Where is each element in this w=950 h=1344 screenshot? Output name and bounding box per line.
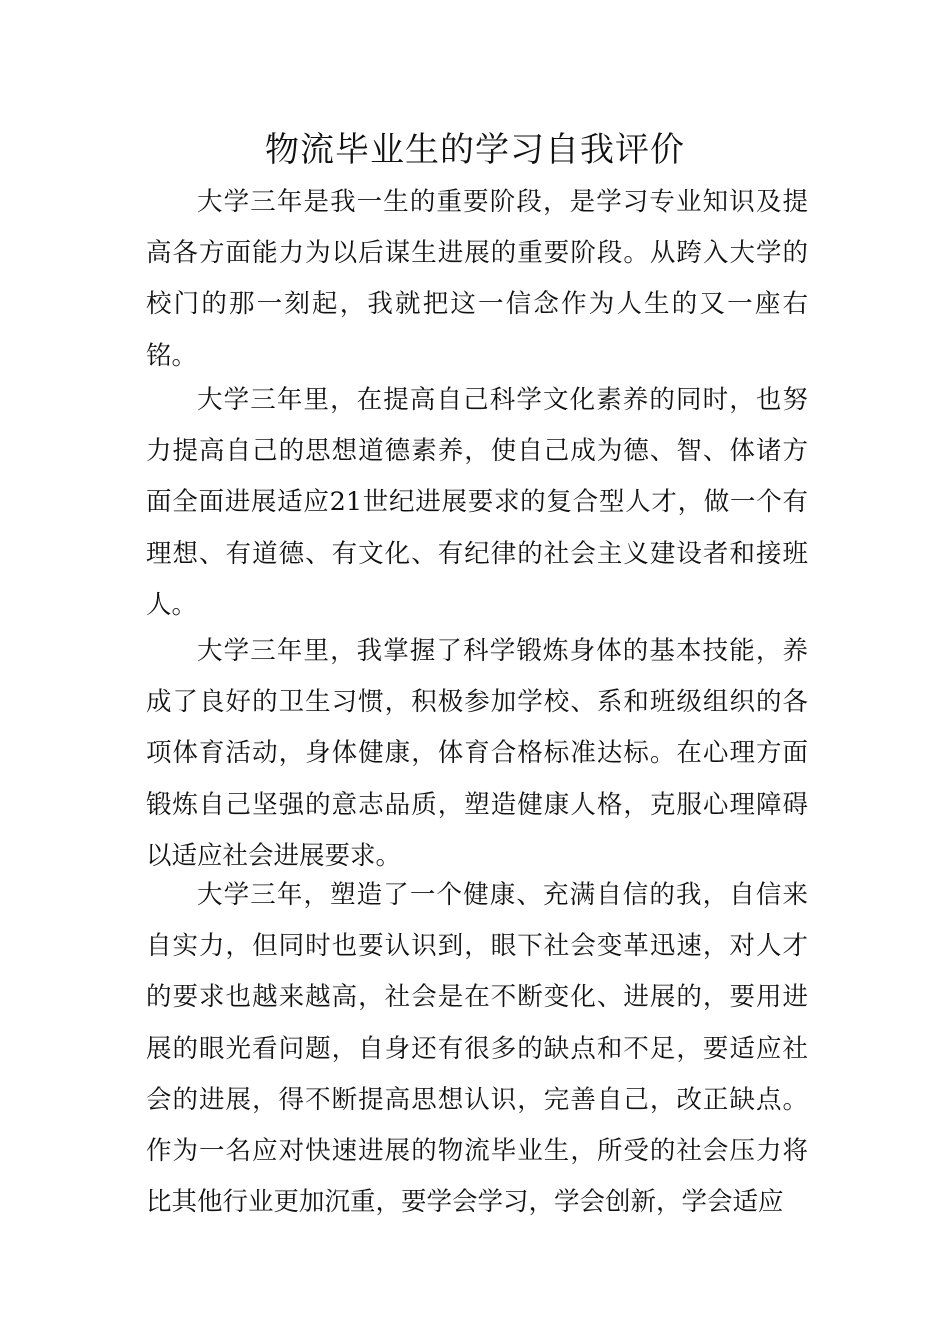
paragraph-4: 大学三年，塑造了一个健康、充满自信的我，自信来自实力，但同时也要认识到，眼下社会变革迅速，对人才的要求也越来越高，社会是在不断变化、进展的，要用进展的眼光看问题，自身还有很多的缺点和不足，要适应社会的进展，得不断提高思想认识，完善自己，改正缺点。作为一名应对快速进展的物流毕业生，所受的社会压力将比其他行业更加沉重，要学会学习，学会创新，学会适应 — [146, 880, 808, 1218]
paragraph-2: 大学三年里，在提高自己科学文化素养的同时，也努力提高自己的思想道德素养，使自己成为德、智、体诸方面全面进展适应21世纪进展要求的复合型人才，做一个有理想、有道德、有文化、有纪律的社会主义建设者和接班人。 — [146, 385, 808, 620]
paragraph-3: 大学三年里，我掌握了科学锻炼身体的基本技能，养成了良好的卫生习惯，积极参加学校、系和班级组织的各项体育活动，身体健康，体育合格标准达标。在心理方面锻炼自己坚强的意志品质，塑造健康人格，克服心理障碍以适应社会进展要求。 — [146, 636, 808, 871]
paragraph-1: 大学三年是我一生的重要阶段，是学习专业知识及提高各方面能力为以后谋生进展的重要阶段。从跨入大学的校门的那一刻起，我就把这一信念作为人生的又一座右铭。 — [146, 187, 808, 371]
document-title: 物流毕业生的学习自我评价 — [265, 130, 685, 170]
